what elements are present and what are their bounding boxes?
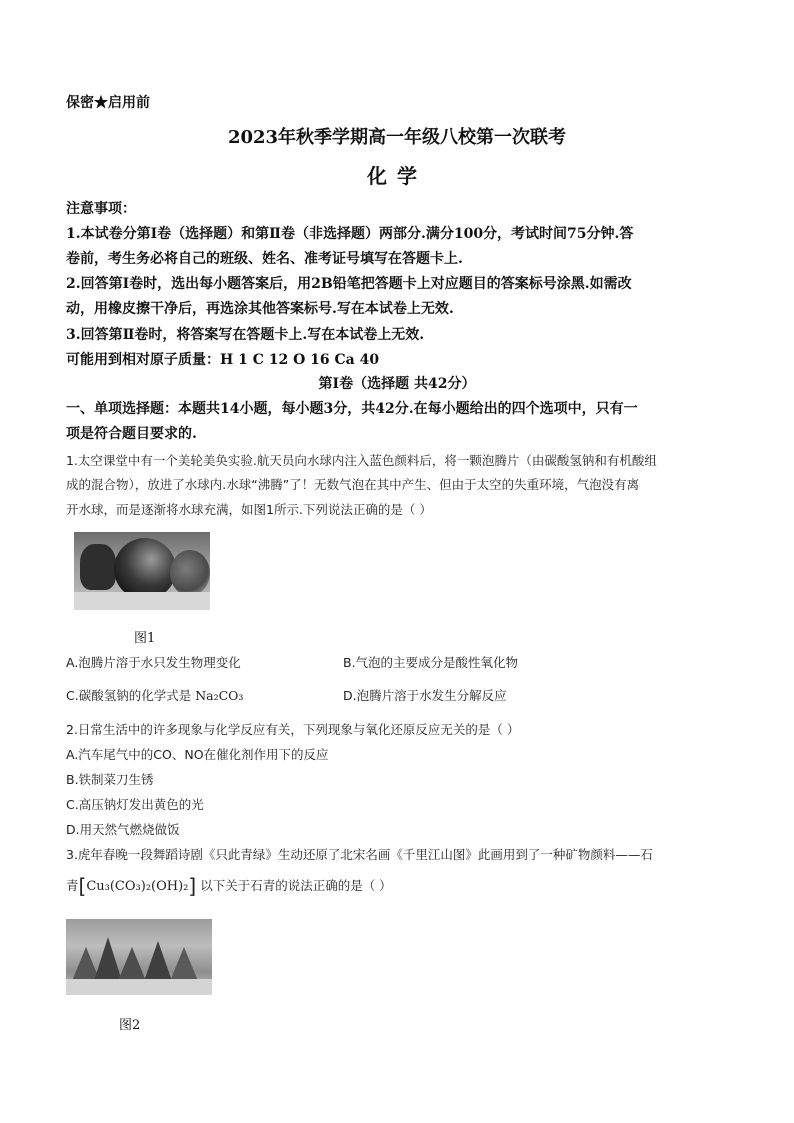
figure-1-photo — [74, 532, 210, 610]
mountain — [118, 947, 146, 981]
question-2-option-d: D.用天然气燃烧做饭 — [66, 822, 180, 837]
question-2-option-b: B.铁制菜刀生锈 — [66, 772, 154, 787]
right-bracket: ] — [188, 874, 197, 898]
option-c-text: C.碳酸氢钠的化学式是 — [66, 688, 196, 703]
question-1-option-c — [66, 686, 243, 704]
question-2-stem: 2.日常生活中的许多现象与化学反应有关，下列现象与氧化还原反应无关的是（ ） — [66, 722, 520, 737]
water-ball — [114, 538, 176, 600]
mountain — [170, 947, 198, 981]
astronaut-hand — [80, 544, 116, 590]
note-1-line-2: 卷前，考生务必将自己的班级、姓名、准考证号填写在答题卡上. — [66, 251, 463, 267]
confidential-label: 保密★启用前 — [66, 95, 150, 111]
atomic-masses: 可能用到相对原子质量：H 1 C 12 O 16 Ca 40 — [66, 352, 380, 368]
left-bracket: [ — [78, 874, 87, 898]
note-3: 3.回答第Ⅱ卷时，将答案写在答题卡上.写在本试卷上无效. — [66, 327, 425, 343]
note-2-line-1: 2.回答第Ⅰ卷时，选出每小题答案后，用2B铅笔把答题卡上对应题目的答案标号涂黑.如需改 — [66, 276, 632, 292]
figure-1-caption: 图1 — [134, 631, 156, 646]
question-2-option-a: A.汽车尾气中的CO、NO在催化剂作用下的反应 — [66, 747, 329, 762]
figure-2-painting — [66, 919, 212, 995]
question-1-option-b: B.气泡的主要成分是酸性氧化物 — [343, 655, 519, 670]
painting-water — [66, 979, 212, 995]
section-instruction-line-2: 项是符合题目要求的. — [66, 426, 197, 442]
notes-heading: 注意事项： — [66, 201, 136, 217]
question-1-line-1: 1.太空课堂中有一个美轮美奂实验.航天员向水球内注入蓝色颜料后，将一颗泡腾片（由碳酸氢钠和有机酸组 — [66, 453, 657, 468]
question-3-line-1: 3.虎年春晚一段舞蹈诗剧《只此青绿》生动还原了北宋名画《千里江山图》此画用到了一种矿物颜料——石 — [66, 847, 653, 862]
section-instruction-line-1: 一、单项选择题：本题共14小题，每小题3分，共42分.在每小题给出的四个选项中，只有一 — [66, 401, 638, 417]
photo-table — [74, 592, 210, 610]
question-2-option-c: C.高压钠灯发出黄色的光 — [66, 797, 204, 812]
note-1-line-1: 1.本试卷分第Ⅰ卷（选择题）和第Ⅱ卷（非选择题）两部分.满分100分，考试时间75分钟.答 — [66, 226, 634, 242]
question-1-option-d: D.泡腾片溶于水发生分解反应 — [343, 688, 507, 703]
subject-title: 化学 — [367, 164, 427, 188]
option-c-formula: Na₂CO₃ — [195, 688, 244, 703]
azurite-formula: Cu₃(CO₃)₂(OH)₂ — [86, 879, 189, 894]
part-1-title: 第Ⅰ卷（选择题 共42分） — [318, 376, 476, 392]
water-ball-reflection — [170, 550, 210, 596]
question-3-prefix: 青 — [66, 878, 79, 893]
note-2-line-2: 动，用橡皮擦干净后，再选涂其他答案标号.写在本试卷上无效. — [66, 301, 454, 317]
figure-2-caption: 图2 — [119, 1018, 141, 1033]
mountain — [144, 941, 172, 981]
question-1-option-a: A.泡腾片溶于水只发生物理变化 — [66, 655, 241, 670]
question-1-line-2: 成的混合物），放进了水球内.水球“沸腾”了！无数气泡在其中产生、但由于太空的失重环境，气泡没有离 — [66, 477, 640, 492]
question-1-line-3: 开水球，而是逐渐将水球充满，如图1所示.下列说法正确的是（ ） — [66, 502, 432, 517]
exam-title: 2023年秋季学期高一年级八校第一次联考 — [227, 127, 567, 148]
question-3-line-2 — [66, 874, 392, 898]
question-3-suffix: 以下关于石青的说法正确的是（ ） — [200, 878, 392, 893]
